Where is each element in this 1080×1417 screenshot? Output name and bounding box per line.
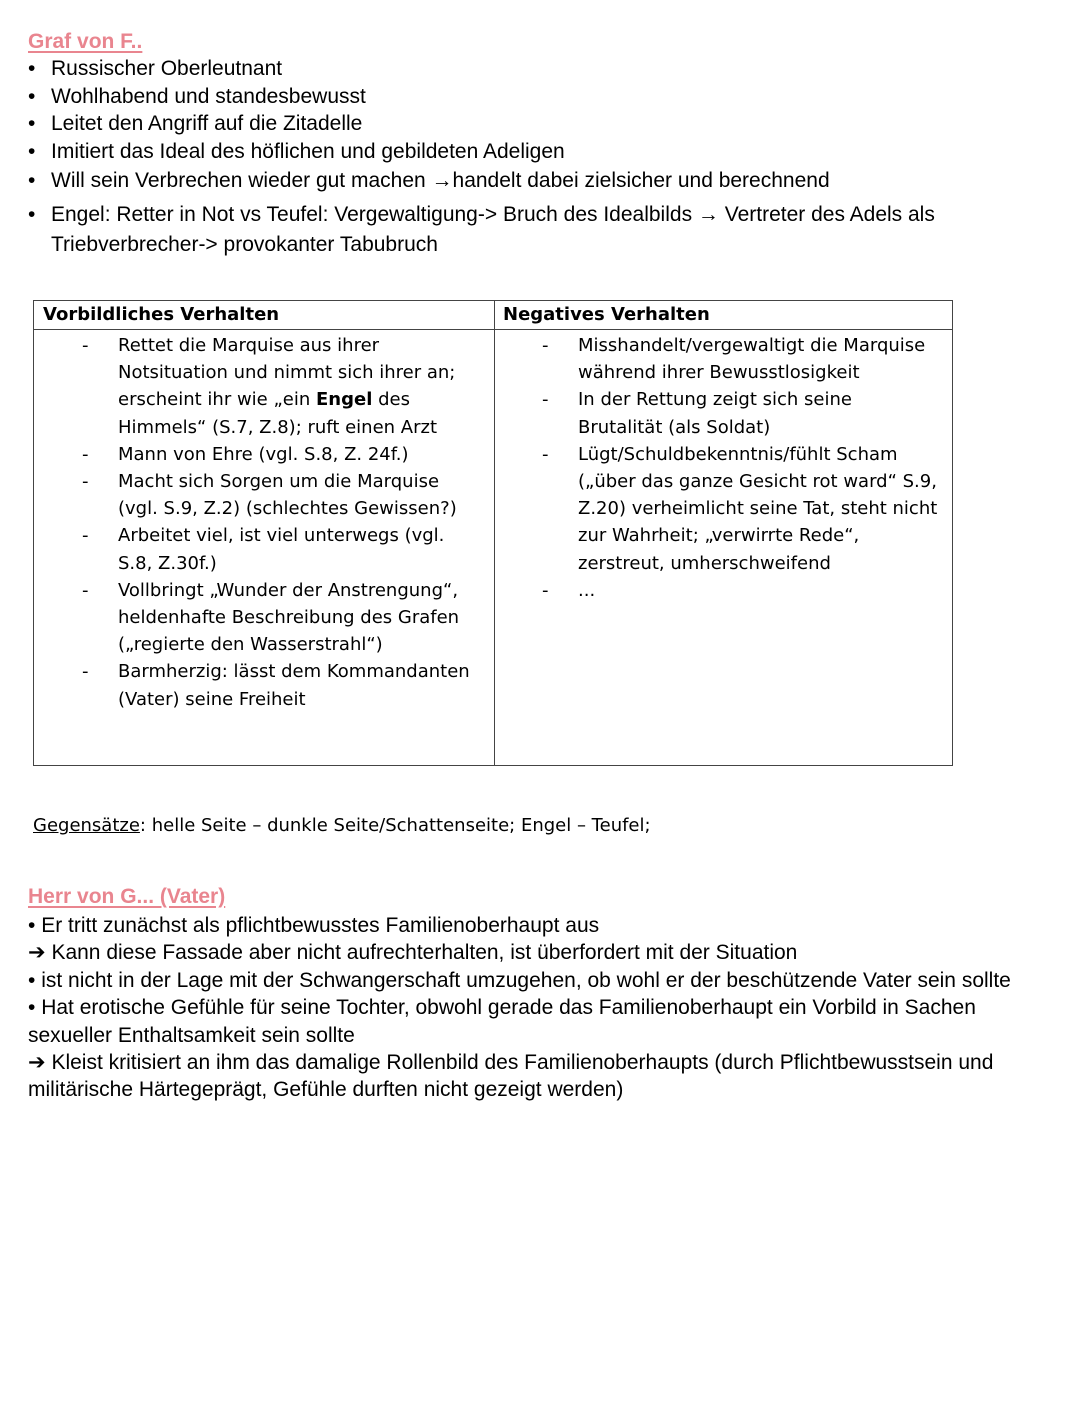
paragraph-line: • ist nicht in der Lage mit der Schwangerschaft umzugehen, ob wohl er der beschützende Vater sein sollte	[28, 967, 1058, 994]
paragraph-line: • Hat erotische Gefühle für seine Tochter, obwohl gerade das Familienoberhaupt ein Vorbild in Sachen sexueller Enthaltsamkeit sein sollte	[28, 994, 1058, 1049]
section-heading-vater: Herr von G... (Vater)	[28, 885, 226, 908]
contrast-text: : helle Seite – dunkle Seite/Schattenseite; Engel – Teufel;	[139, 815, 651, 836]
paragraph-line: • Er tritt zunächst als pflichtbewusstes Familienoberhaupt aus	[28, 912, 1058, 939]
column-header-negative: Negatives Verhalten	[494, 301, 952, 330]
paragraph-line: ➔ Kann diese Fassade aber nicht aufrechterhalten, ist überfordert mit der Situation	[28, 939, 1058, 966]
list-item: - Macht sich Sorgen um die Marquise (vgl. S.9, Z.2) (schlechtes Gewissen?)	[34, 468, 494, 522]
list-item: - Mann von Ehre (vgl. S.8, Z. 24f.)	[34, 441, 494, 468]
list-item	[34, 332, 494, 441]
item-text: Rettet die Marquise aus ihrer Notsituation und nimmt sich ihrer an; erscheint ihr wie „ein	[118, 335, 456, 411]
list-item: - Lügt/Schuldbekenntnis/fühlt Scham („über das ganze Gesicht rot ward“ S.9, Z.20) verheimlicht seine Tat, steht nicht zur Wahrheit; „verwirrte Rede“, zerstreut, umherschweifend	[494, 441, 952, 577]
column-negative	[494, 301, 952, 765]
list-item: • Wohlhabend und standesbewusst	[28, 83, 1048, 111]
paragraph-line: ➔ Kleist kritisiert an ihm das damalige Rollenbild des Familienoberhaupts (durch Pflichtbewusstsein und militärische Härtegeprägt, Gefühle durften nicht gezeigt werden)	[28, 1049, 1058, 1104]
list-item: - ...	[494, 577, 952, 604]
list-item: - Barmherzig: lässt dem Kommandanten (Vater) seine Freiheit	[34, 658, 494, 712]
column-header-positive: Vorbildliches Verhalten	[34, 301, 494, 330]
positive-list	[34, 332, 494, 713]
item-text: des Himmels“ (S.7, Z.8); ruft einen Arzt	[118, 389, 437, 438]
list-item: - In der Rettung zeigt sich seine Brutalität (als Soldat)	[494, 386, 952, 440]
emphasis-text: Engel	[316, 389, 373, 411]
list-item: - Vollbringt „Wunder der Anstrengung“, heldenhafte Beschreibung des Grafen („regierte den Wasserstrahl“)	[34, 577, 494, 659]
section-heading-graf: Graf von F..	[28, 30, 143, 53]
list-item: - Arbeitet viel, ist viel unterwegs (vgl. S.8, Z.30f.)	[34, 522, 494, 576]
list-item: - Misshandelt/vergewaltigt die Marquise während ihrer Bewusstlosigkeit	[494, 332, 952, 386]
graf-bullet-list	[28, 55, 1048, 260]
list-item: • Leitet den Angriff auf die Zitadelle	[28, 110, 1048, 138]
negative-list	[494, 332, 952, 604]
behavior-table	[33, 300, 953, 766]
list-item: • Engel: Retter in Not vs Teufel: Vergewaltigung-> Bruch des Idealbilds → Vertreter des Adels als Triebverbrecher-> provokanter Tabubruch	[28, 200, 1048, 260]
list-item: • Will sein Verbrechen wieder gut machen →handelt dabei zielsicher und berechnend	[28, 167, 1048, 195]
contrast-line	[33, 815, 651, 836]
column-positive	[34, 301, 495, 765]
contrast-label: Gegensätze	[33, 815, 140, 836]
vater-paragraphs	[28, 912, 1058, 1104]
list-item: • Russischer Oberleutnant	[28, 55, 1048, 83]
list-item: • Imitiert das Ideal des höflichen und gebildeten Adeligen	[28, 138, 1048, 166]
